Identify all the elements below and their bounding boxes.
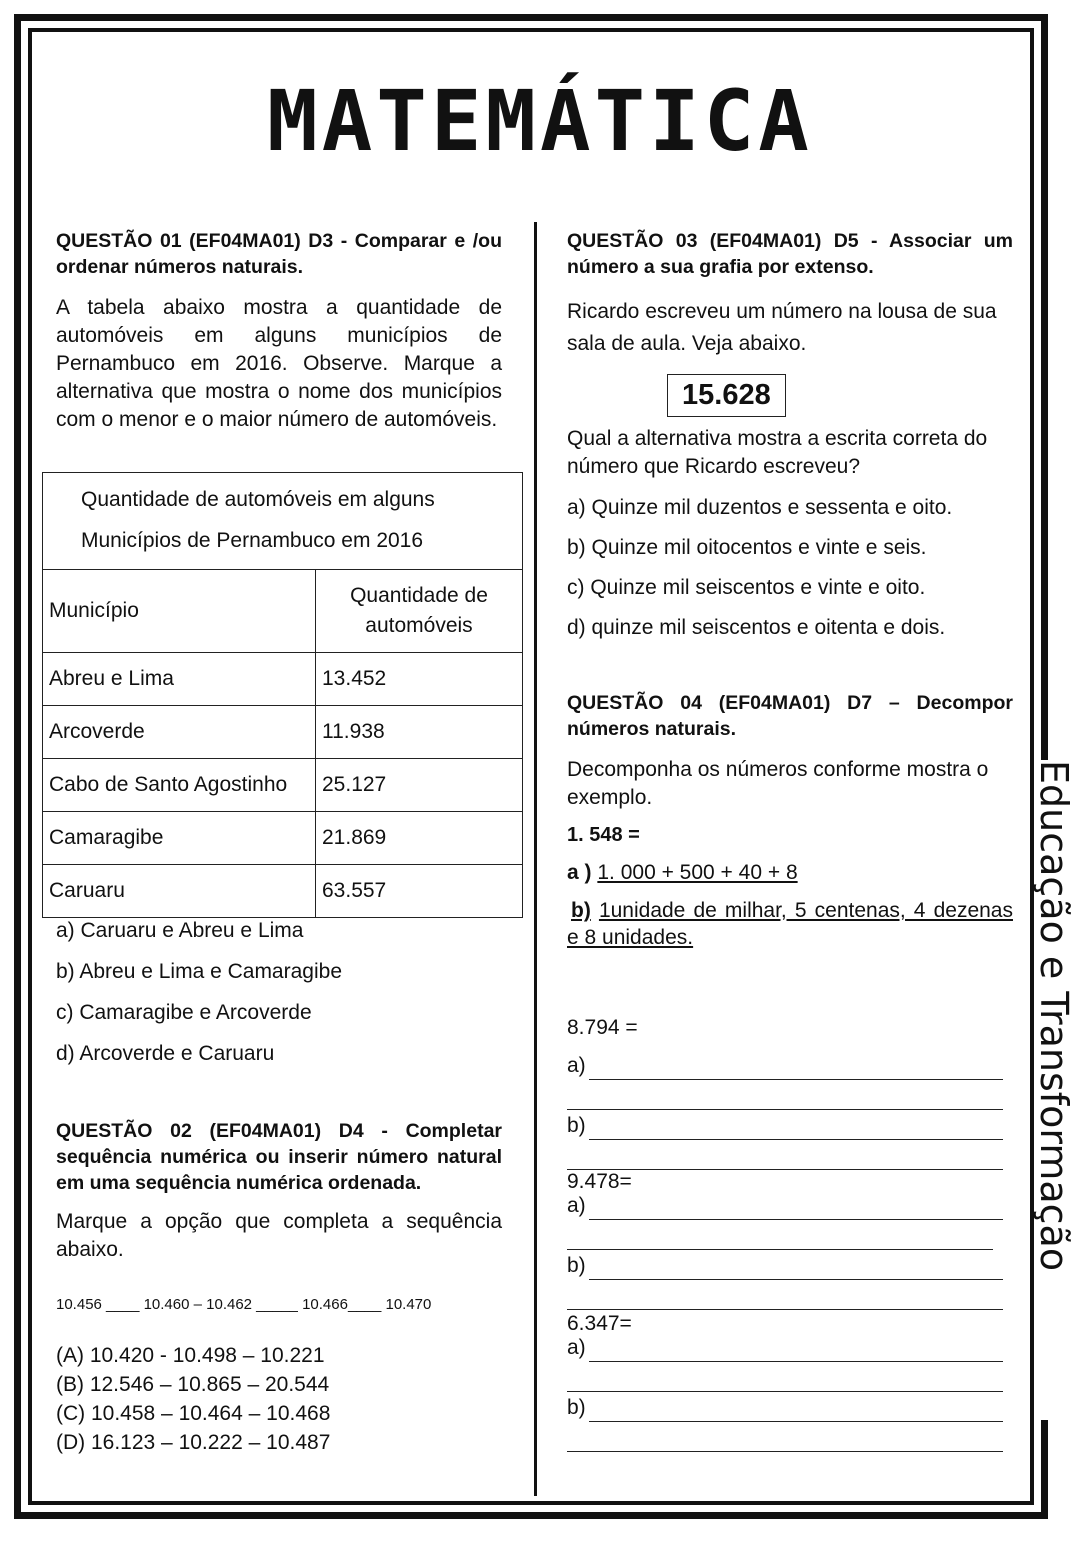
q1-text: A tabela abaixo mostra a quantidade de automóveis em alguns municípios de Pernambuco em 2016. Observe. Marque a alternativa que mostra o nome dos municípios com o menor e o maior número de automóveis.	[56, 296, 502, 431]
q4-example-b-text: 1unidade de milhar, 5 centenas, 4 dezenas e 8 unidades.	[567, 899, 1013, 949]
answer-b-label: b)	[567, 1114, 586, 1137]
table-row	[43, 653, 523, 706]
q4-example-b-label: b)	[571, 899, 591, 922]
right-column	[567, 228, 1013, 641]
page-title: MATEMÁTICA	[267, 72, 813, 170]
exercise-number: 9.478=	[567, 1170, 632, 1193]
header-quantidade: Quantidade de automóveis	[316, 570, 523, 653]
answer-line[interactable]	[567, 1308, 1003, 1310]
q1-option-d: d) Arcoverde e Caruaru	[56, 1042, 275, 1065]
table-row	[43, 706, 523, 759]
q3-option-b: b) Quinze mil oitocentos e vinte e seis.	[567, 536, 927, 559]
ricardo-number-box: 15.628	[667, 374, 786, 417]
column-divider	[534, 222, 537, 1496]
cell-quantidade: 25.127	[316, 759, 523, 812]
q3-option-d: d) quinze mil seiscentos e oitenta e dois.	[567, 616, 946, 639]
answer-a-label: a)	[567, 1054, 586, 1077]
side-banner	[1032, 760, 1076, 1420]
answer-a-label: a)	[567, 1194, 586, 1217]
q1-option-b: b) Abreu e Lima e Camaragibe	[56, 960, 342, 983]
header-municipio: Município	[43, 570, 316, 653]
exercise-number: 8.794 =	[567, 1016, 638, 1039]
q3-question: Qual a alternativa mostra a escrita correta do número que Ricardo escreveu?	[567, 427, 988, 478]
q4-text: Decomponha os números conforme mostra o exemplo.	[567, 758, 989, 809]
q2-block	[56, 1118, 502, 1457]
table-caption-line2: Municípios de Pernambuco em 2016	[81, 529, 424, 552]
q2-option-a: (A) 10.420 - 10.498 – 10.221	[56, 1344, 325, 1367]
q2-text: Marque a opção que completa a sequência abaixo.	[56, 1210, 502, 1261]
cell-municipio: Cabo de Santo Agostinho	[43, 759, 316, 812]
q1-option-a: a) Caruaru e Abreu e Lima	[56, 919, 304, 942]
cell-quantidade: 21.869	[316, 812, 523, 865]
q1-heading: QUESTÃO 01 (EF04MA01) D3 - Comparar e /ou ordenar números naturais.	[56, 230, 502, 278]
automobile-table	[42, 472, 523, 918]
cell-quantidade: 13.452	[316, 653, 523, 706]
q4-example-a	[567, 861, 1013, 885]
q2-option-b: (B) 12.546 – 10.865 – 20.544	[56, 1373, 330, 1396]
answer-line[interactable]	[567, 1108, 1003, 1110]
cell-quantidade: 63.557	[316, 865, 523, 918]
table-row	[43, 812, 523, 865]
answer-a-line[interactable]	[589, 1078, 1003, 1080]
q3-option-c: c) Quinze mil seiscentos e vinte e oito.	[567, 576, 926, 599]
q3-text: Ricardo escreveu um número na lousa de sua sala de aula. Veja abaixo.	[567, 300, 997, 355]
q4-example-a-text: 1. 000 + 500 + 40 + 8	[597, 861, 798, 884]
answer-a-label: a)	[567, 1336, 586, 1359]
answer-a-line[interactable]	[589, 1218, 1003, 1220]
answer-line[interactable]	[567, 1248, 993, 1250]
table-caption	[43, 473, 523, 570]
q2-option-d: (D) 16.123 – 10.222 – 10.487	[56, 1431, 331, 1454]
side-banner-text: Educação e Transformação	[1032, 760, 1076, 1272]
q2-sequence: 10.456 ____ 10.460 – 10.462 _____ 10.466____ 10.470	[56, 1296, 432, 1313]
answer-b-line[interactable]	[589, 1278, 1003, 1280]
answer-b-label: b)	[567, 1254, 586, 1277]
q4-example-number: 1. 548 =	[567, 824, 640, 846]
q1-option-c: c) Camaragibe e Arcoverde	[56, 1001, 312, 1024]
answer-a-line[interactable]	[589, 1360, 1003, 1362]
q4-exercise-3	[567, 1312, 1003, 1452]
answer-b-line[interactable]	[589, 1420, 1003, 1422]
answer-b-line[interactable]	[589, 1138, 1003, 1140]
cell-municipio: Abreu e Lima	[43, 653, 316, 706]
q4-example-a-label: a )	[567, 861, 592, 884]
exercise-number: 6.347=	[567, 1312, 632, 1335]
cell-municipio: Camaragibe	[43, 812, 316, 865]
answer-b-label: b)	[567, 1396, 586, 1419]
q4-heading: QUESTÃO 04 (EF04MA01) D7 – Decompor números naturais.	[567, 692, 1013, 740]
q3-heading: QUESTÃO 03 (EF04MA01) D5 - Associar um número a sua grafia por extenso.	[567, 230, 1013, 278]
left-column	[56, 228, 502, 434]
q2-heading: QUESTÃO 02 (EF04MA01) D4 - Completar sequência numérica ou inserir número natural em uma sequência numérica ordenada.	[56, 1120, 502, 1194]
cell-municipio: Arcoverde	[43, 706, 316, 759]
q4-exercise-2	[567, 1170, 1003, 1310]
q3-option-a: a) Quinze mil duzentos e sessenta e oito.	[567, 496, 953, 519]
table-caption-line1: Quantidade de automóveis em alguns	[81, 488, 435, 511]
answer-line[interactable]	[567, 1390, 1003, 1392]
cell-quantidade: 11.938	[316, 706, 523, 759]
table-row	[43, 865, 523, 918]
q1-options	[56, 918, 502, 1067]
answer-line[interactable]	[567, 1450, 1003, 1452]
q4-example-b	[567, 897, 1013, 951]
q2-option-c: (C) 10.458 – 10.464 – 10.468	[56, 1402, 331, 1425]
q4-exercise-1	[567, 1016, 1003, 1170]
table-row	[43, 759, 523, 812]
q4-block	[567, 690, 1013, 951]
cell-municipio: Caruaru	[43, 865, 316, 918]
